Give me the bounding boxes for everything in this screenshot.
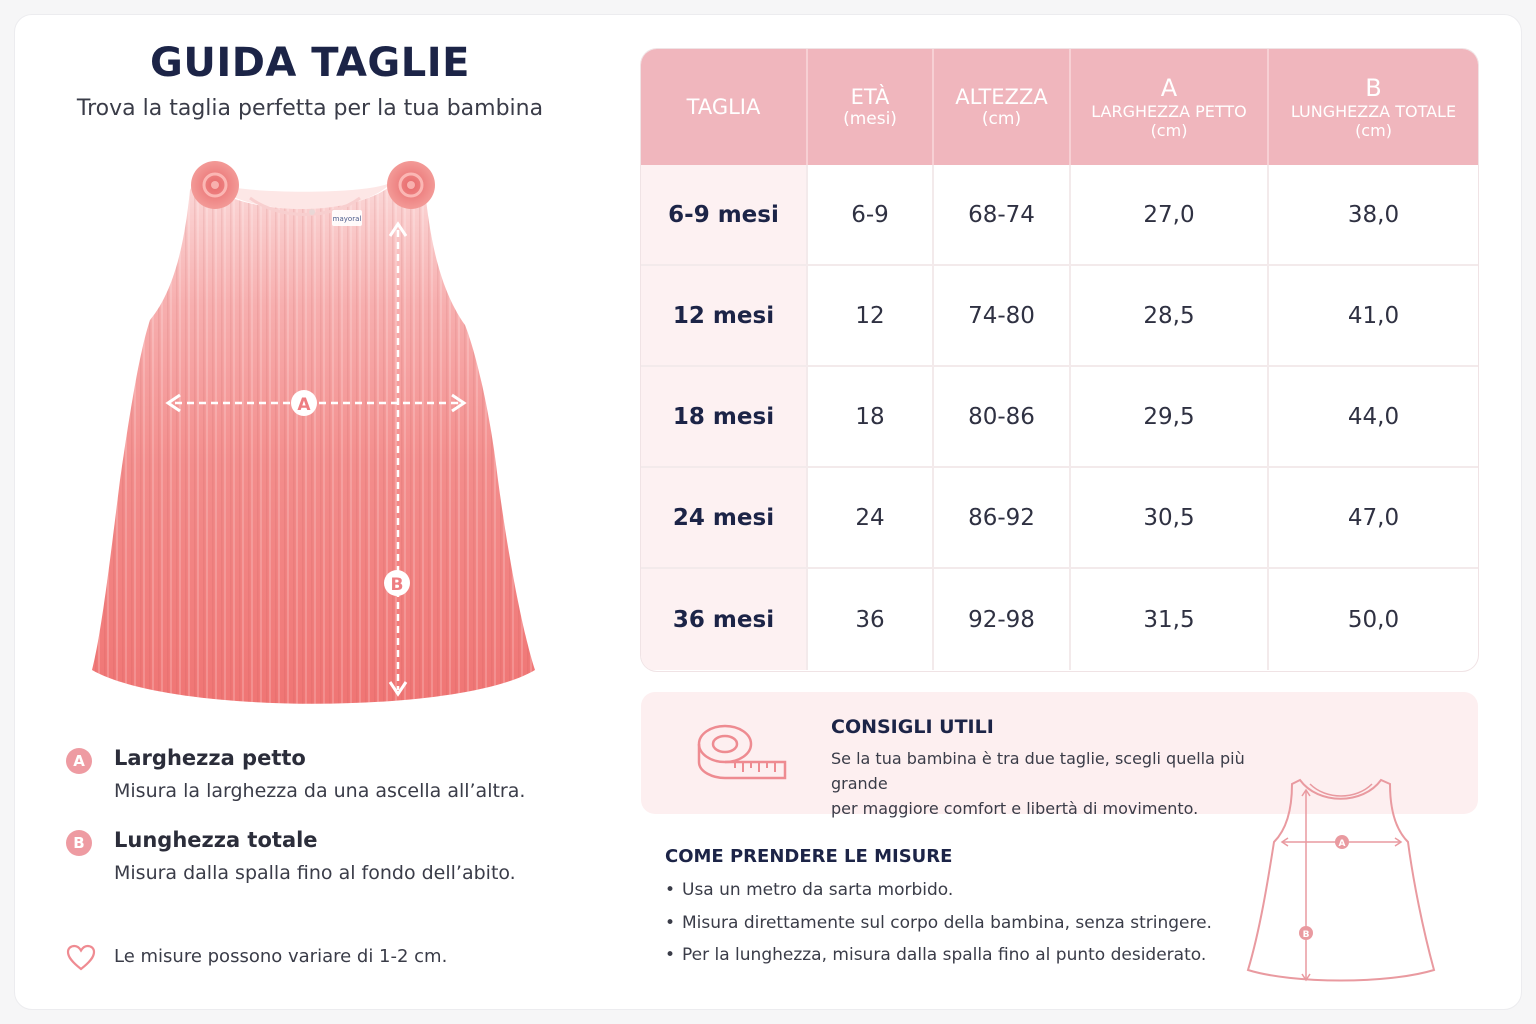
header-size [641,49,808,165]
tips-title: CONSIGLI UTILI [831,716,994,738]
mini-marker-b: B [1302,930,1310,940]
size-table [641,49,1478,671]
legend-desc-a: Misura la larghezza da una ascella all’altra. [114,780,526,802]
header-chest-letter: A [1160,74,1178,102]
dress-outline-diagram [1238,770,1443,988]
legend-title-b: Lunghezza totale [114,828,318,852]
pleated-dress-image [80,150,550,730]
header-age-title: ETÀ [850,85,890,109]
tips-line-2: per maggiore comfort e libertà di movimento. [831,799,1199,818]
how-to-title: COME PRENDERE LE MISURE [665,846,953,867]
cell-height: 86-92 [934,468,1071,567]
header-length-letter: B [1365,74,1382,102]
page-title: GUIDA TAGLIE [150,40,470,86]
size-table-header [641,49,1478,165]
cell-size: 24 mesi [641,468,808,567]
header-height [934,49,1071,165]
how-to-item-text: Per la lunghezza, misura dalla spalla fino al punto desiderato. [682,945,1207,965]
left-rose-icon [191,161,239,209]
cell-age: 24 [808,468,934,567]
cell-age: 18 [808,367,934,466]
dress-outline-icon [1238,770,1443,988]
cell-size: 12 mesi [641,266,808,365]
header-height-unit: (cm) [981,109,1022,129]
cell-height: 68-74 [934,165,1071,264]
how-to-item-text: Usa un metro da sarta morbido. [682,880,954,900]
tips-line-1: Se la tua bambina è tra due taglie, scegli quella più grande [831,749,1245,793]
mini-marker-a: A [1338,839,1346,849]
cell-height: 92-98 [934,569,1071,670]
table-row [641,266,1478,367]
header-size-title: TAGLIA [686,95,761,119]
how-to-item-text: Misura direttamente sul corpo della bambina, senza stringere. [682,912,1212,933]
legend-badge-a: A [66,748,92,774]
note-text: Le misure possono variare di 1-2 cm. [114,946,448,967]
header-chest-unit: (cm) [1150,121,1188,140]
legend-title-a: Larghezza petto [114,746,306,770]
cell-height: 74-80 [934,266,1071,365]
header-chest-title: LARGHEZZA PETTO [1091,102,1247,121]
header-age-unit: (mesi) [843,109,897,129]
cell-chest-width: 27,0 [1071,165,1269,264]
header-height-title: ALTEZZA [955,85,1048,109]
page-subtitle: Trova la taglia perfetta per la tua bambina [76,96,544,121]
cell-size: 36 mesi [641,569,808,670]
cell-chest-width: 29,5 [1071,367,1269,466]
cell-total-length: 44,0 [1347,403,1400,430]
how-to-list [665,880,1212,978]
marker-a: A [297,395,311,415]
marker-b: B [390,575,404,595]
legend-desc-b: Misura dalla spalla fino al fondo dell’abito. [114,862,516,884]
list-item: • Per la lunghezza, misura dalla spalla fino al punto desiderato. [665,945,1207,965]
brand-label: mayoral [332,215,362,223]
cell-size: 18 mesi [641,367,808,466]
header-age [808,49,934,165]
right-rose-icon [387,161,435,209]
header-length-unit: (cm) [1355,121,1392,140]
list-item: • Usa un metro da sarta morbido. [665,880,954,900]
cell-total-length: 41,0 [1347,302,1400,329]
measuring-tape-icon [695,722,789,782]
table-row [641,569,1478,670]
header-length-title: LUNGHEZZA TOTALE [1290,102,1457,121]
table-row [641,367,1478,468]
list-item: • Misura direttamente sul corpo della bambina, senza stringere. [665,912,1212,933]
size-table-body [641,165,1478,670]
legend-badge-b: B [66,830,92,856]
table-row [641,468,1478,569]
dress-illustration [80,150,550,730]
cell-total-length: 47,0 [1347,504,1400,531]
cell-age: 6-9 [808,165,934,264]
cell-chest-width: 30,5 [1071,468,1269,567]
table-row [641,165,1478,266]
cell-age: 12 [808,266,934,365]
cell-height: 80-86 [934,367,1071,466]
heart-icon [66,944,96,972]
cell-chest-width: 31,5 [1071,569,1269,670]
cell-total-length: 50,0 [1347,606,1400,633]
header-chest-width [1071,49,1269,165]
cell-chest-width: 28,5 [1071,266,1269,365]
cell-total-length: 38,0 [1347,201,1400,228]
cell-age: 36 [808,569,934,670]
tips-text [831,746,1301,821]
header-total-length [1269,49,1478,165]
cell-size: 6-9 mesi [641,165,808,264]
